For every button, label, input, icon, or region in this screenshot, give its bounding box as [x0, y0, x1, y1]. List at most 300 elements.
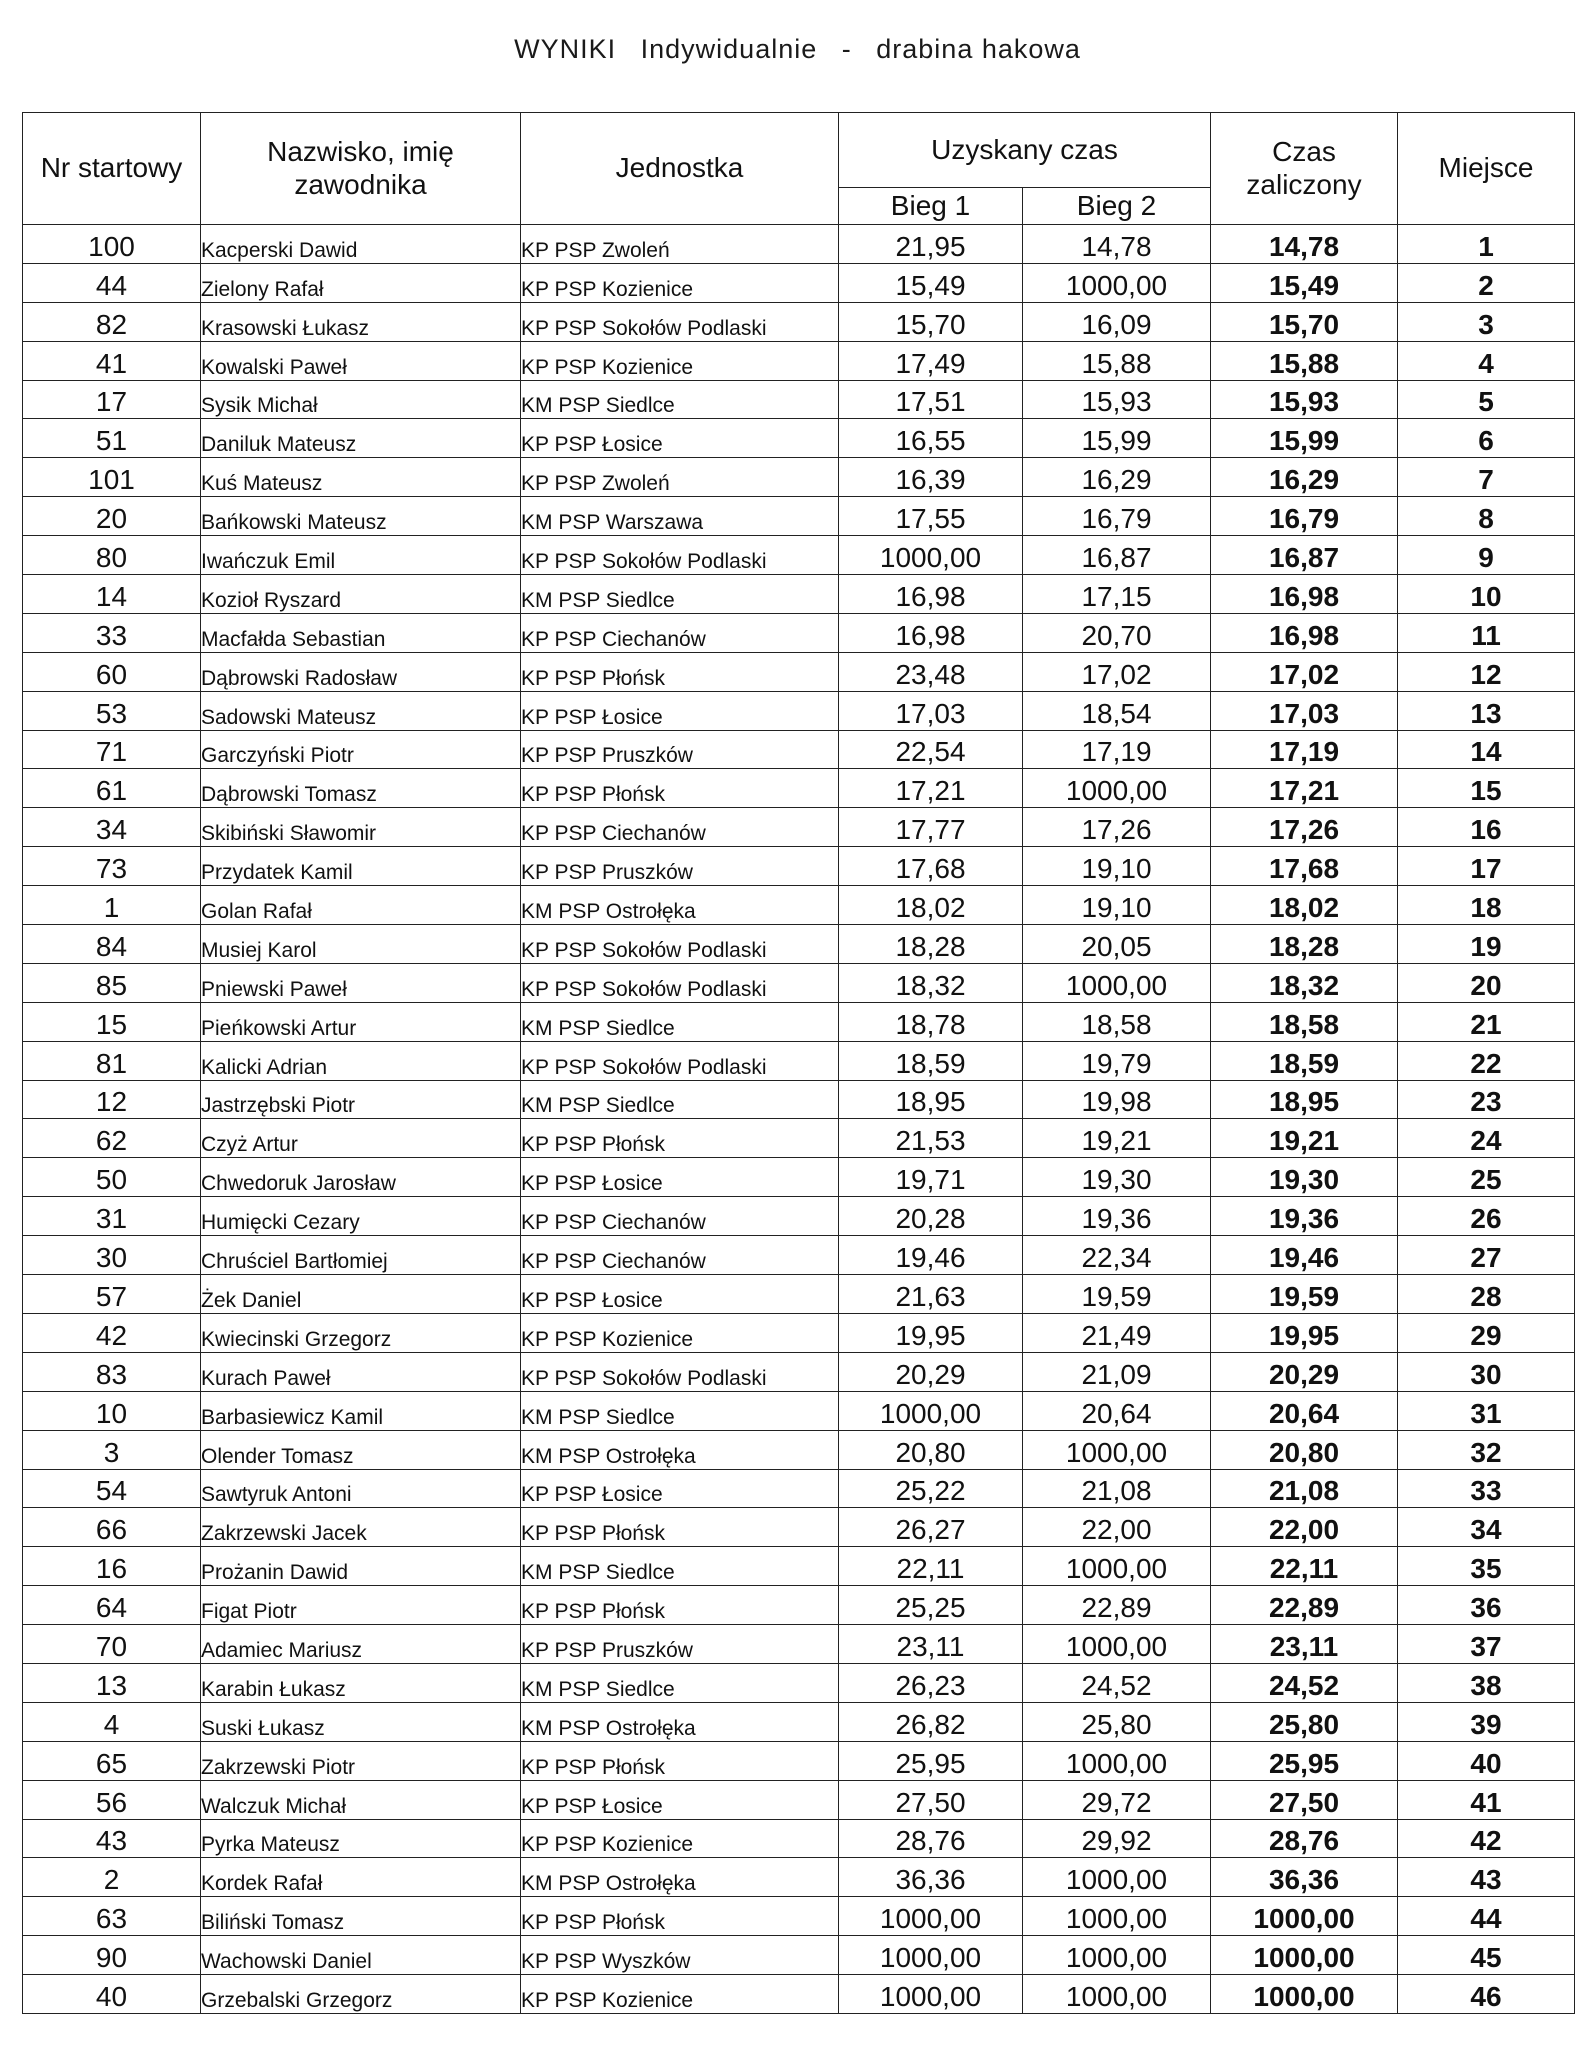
cell-run2: 20,05: [1023, 925, 1211, 964]
cell-counted-time: 21,08: [1211, 1469, 1398, 1508]
cell-counted-time: 17,02: [1211, 652, 1398, 691]
cell-run2: 1000,00: [1023, 1975, 1211, 2014]
cell-place: 14: [1398, 730, 1575, 769]
table-row: [23, 1080, 1575, 1119]
cell-place: 29: [1398, 1313, 1575, 1352]
cell-place: 28: [1398, 1275, 1575, 1314]
cell-unit: KP PSP Płońsk: [521, 1897, 839, 1936]
cell-place: 18: [1398, 886, 1575, 925]
cell-run1: 26,82: [839, 1702, 1023, 1741]
cell-place: 36: [1398, 1586, 1575, 1625]
cell-run1: 16,39: [839, 458, 1023, 497]
cell-start-number: 40: [23, 1975, 201, 2014]
cell-unit: KP PSP Sokołów Podlaski: [521, 963, 839, 1002]
cell-start-number: 34: [23, 808, 201, 847]
cell-counted-time: 16,79: [1211, 497, 1398, 536]
cell-unit: KP PSP Płońsk: [521, 652, 839, 691]
cell-name: Czyż Artur: [201, 1119, 521, 1158]
cell-run1: 17,68: [839, 847, 1023, 886]
cell-unit: KP PSP Łosice: [521, 691, 839, 730]
cell-start-number: 15: [23, 1002, 201, 1041]
cell-start-number: 63: [23, 1897, 201, 1936]
cell-run2: 19,10: [1023, 886, 1211, 925]
cell-place: 46: [1398, 1975, 1575, 2014]
cell-name: Walczuk Michał: [201, 1780, 521, 1819]
cell-counted-time: 17,26: [1211, 808, 1398, 847]
table-row: [23, 1625, 1575, 1664]
cell-unit: KM PSP Siedlce: [521, 1663, 839, 1702]
cell-unit: KP PSP Sokołów Podlaski: [521, 1041, 839, 1080]
cell-run2: 1000,00: [1023, 1936, 1211, 1975]
cell-run1: 1000,00: [839, 1975, 1023, 2014]
cell-counted-time: 27,50: [1211, 1780, 1398, 1819]
table-row: [23, 341, 1575, 380]
table-row: [23, 1663, 1575, 1702]
cell-run1: 18,95: [839, 1080, 1023, 1119]
cell-run1: 16,98: [839, 575, 1023, 614]
cell-unit: KM PSP Ostrołęka: [521, 1430, 839, 1469]
cell-run1: 1000,00: [839, 1391, 1023, 1430]
cell-start-number: 56: [23, 1780, 201, 1819]
cell-counted-time: 18,58: [1211, 1002, 1398, 1041]
cell-counted-time: 23,11: [1211, 1625, 1398, 1664]
cell-start-number: 64: [23, 1586, 201, 1625]
cell-name: Pniewski Paweł: [201, 963, 521, 1002]
cell-start-number: 12: [23, 1080, 201, 1119]
cell-name: Adamiec Mariusz: [201, 1625, 521, 1664]
cell-unit: KP PSP Sokołów Podlaski: [521, 925, 839, 964]
cell-start-number: 61: [23, 769, 201, 808]
cell-run2: 29,92: [1023, 1819, 1211, 1858]
cell-run1: 21,53: [839, 1119, 1023, 1158]
cell-run2: 29,72: [1023, 1780, 1211, 1819]
cell-run1: 26,23: [839, 1663, 1023, 1702]
cell-unit: KP PSP Płońsk: [521, 1508, 839, 1547]
cell-place: 45: [1398, 1936, 1575, 1975]
table-row: [23, 1780, 1575, 1819]
cell-run1: 20,28: [839, 1197, 1023, 1236]
title-part: Indywidualnie: [640, 34, 818, 64]
cell-run1: 19,95: [839, 1313, 1023, 1352]
cell-unit: KM PSP Siedlce: [521, 575, 839, 614]
cell-start-number: 50: [23, 1158, 201, 1197]
cell-start-number: 14: [23, 575, 201, 614]
cell-run2: 17,26: [1023, 808, 1211, 847]
cell-unit: KP PSP Zwoleń: [521, 458, 839, 497]
cell-start-number: 54: [23, 1469, 201, 1508]
cell-name: Prożanin Dawid: [201, 1547, 521, 1586]
table-row: [23, 1975, 1575, 2014]
table-row: [23, 225, 1575, 264]
cell-counted-time: 19,46: [1211, 1236, 1398, 1275]
table-row: [23, 1508, 1575, 1547]
cell-counted-time: 1000,00: [1211, 1975, 1398, 2014]
cell-name: Barbasiewicz Kamil: [201, 1391, 521, 1430]
cell-counted-time: 22,11: [1211, 1547, 1398, 1586]
table-row: [23, 1352, 1575, 1391]
cell-unit: KM PSP Warszawa: [521, 497, 839, 536]
header-start-number: Nr startowy: [23, 113, 201, 225]
cell-name: Bańkowski Mateusz: [201, 497, 521, 536]
results-table: [22, 112, 1575, 2014]
table-row: [23, 1702, 1575, 1741]
cell-start-number: 81: [23, 1041, 201, 1080]
cell-run2: 22,34: [1023, 1236, 1211, 1275]
cell-unit: KP PSP Wyszków: [521, 1936, 839, 1975]
cell-place: 25: [1398, 1158, 1575, 1197]
cell-place: 39: [1398, 1702, 1575, 1741]
cell-name: Krasowski Łukasz: [201, 302, 521, 341]
cell-name: Żek Daniel: [201, 1275, 521, 1314]
cell-run1: 28,76: [839, 1819, 1023, 1858]
cell-name: Musiej Karol: [201, 925, 521, 964]
cell-counted-time: 16,98: [1211, 613, 1398, 652]
cell-counted-time: 16,87: [1211, 536, 1398, 575]
table-row: [23, 1197, 1575, 1236]
cell-start-number: 2: [23, 1858, 201, 1897]
cell-name: Kurach Paweł: [201, 1352, 521, 1391]
table-row: [23, 769, 1575, 808]
cell-place: 21: [1398, 1002, 1575, 1041]
table-row: [23, 963, 1575, 1002]
cell-run1: 1000,00: [839, 1936, 1023, 1975]
cell-unit: KP PSP Płońsk: [521, 1586, 839, 1625]
cell-start-number: 1: [23, 886, 201, 925]
table-row: [23, 1469, 1575, 1508]
cell-name: Chruściel Bartłomiej: [201, 1236, 521, 1275]
cell-run1: 17,55: [839, 497, 1023, 536]
table-row: [23, 730, 1575, 769]
cell-name: Jastrzębski Piotr: [201, 1080, 521, 1119]
cell-place: 3: [1398, 302, 1575, 341]
cell-run2: 1000,00: [1023, 1625, 1211, 1664]
table-row: [23, 1119, 1575, 1158]
table-row: [23, 302, 1575, 341]
cell-run1: 18,32: [839, 963, 1023, 1002]
cell-unit: KP PSP Sokołów Podlaski: [521, 1352, 839, 1391]
cell-start-number: 65: [23, 1741, 201, 1780]
cell-name: Zielony Rafał: [201, 263, 521, 302]
cell-unit: KP PSP Kozienice: [521, 1819, 839, 1858]
cell-place: 40: [1398, 1741, 1575, 1780]
table-row: [23, 1547, 1575, 1586]
cell-place: 32: [1398, 1430, 1575, 1469]
cell-run1: 20,29: [839, 1352, 1023, 1391]
cell-run2: 17,15: [1023, 575, 1211, 614]
cell-place: 7: [1398, 458, 1575, 497]
cell-run1: 17,77: [839, 808, 1023, 847]
cell-run1: 25,25: [839, 1586, 1023, 1625]
cell-place: 33: [1398, 1469, 1575, 1508]
cell-run2: 19,21: [1023, 1119, 1211, 1158]
cell-unit: KP PSP Ciechanów: [521, 1197, 839, 1236]
cell-unit: KM PSP Siedlce: [521, 1080, 839, 1119]
cell-run2: 21,09: [1023, 1352, 1211, 1391]
cell-run1: 1000,00: [839, 1897, 1023, 1936]
cell-unit: KP PSP Ciechanów: [521, 808, 839, 847]
cell-start-number: 70: [23, 1625, 201, 1664]
cell-start-number: 84: [23, 925, 201, 964]
cell-name: Chwedoruk Jarosław: [201, 1158, 521, 1197]
cell-start-number: 101: [23, 458, 201, 497]
cell-counted-time: 17,21: [1211, 769, 1398, 808]
cell-counted-time: 36,36: [1211, 1858, 1398, 1897]
cell-run2: 19,98: [1023, 1080, 1211, 1119]
cell-name: Zakrzewski Jacek: [201, 1508, 521, 1547]
cell-start-number: 83: [23, 1352, 201, 1391]
cell-run1: 15,70: [839, 302, 1023, 341]
cell-name: Macfałda Sebastian: [201, 613, 521, 652]
cell-start-number: 30: [23, 1236, 201, 1275]
cell-name: Dąbrowski Radosław: [201, 652, 521, 691]
cell-name: Karabin Łukasz: [201, 1663, 521, 1702]
cell-unit: KM PSP Ostrołęka: [521, 1702, 839, 1741]
cell-run2: 1000,00: [1023, 1858, 1211, 1897]
table-row: [23, 652, 1575, 691]
cell-place: 31: [1398, 1391, 1575, 1430]
cell-name: Sysik Michał: [201, 380, 521, 419]
cell-run1: 18,02: [839, 886, 1023, 925]
cell-run2: 15,93: [1023, 380, 1211, 419]
cell-run2: 19,79: [1023, 1041, 1211, 1080]
cell-unit: KP PSP Kozienice: [521, 1313, 839, 1352]
cell-place: 27: [1398, 1236, 1575, 1275]
cell-counted-time: 19,59: [1211, 1275, 1398, 1314]
cell-run2: 19,30: [1023, 1158, 1211, 1197]
cell-run2: 16,09: [1023, 302, 1211, 341]
cell-run2: 22,89: [1023, 1586, 1211, 1625]
cell-unit: KP PSP Pruszków: [521, 847, 839, 886]
cell-unit: KP PSP Ciechanów: [521, 1236, 839, 1275]
cell-name: Wachowski Daniel: [201, 1936, 521, 1975]
header-run2: Bieg 2: [1023, 188, 1211, 225]
title-part: WYNIKI: [514, 34, 617, 64]
cell-start-number: 51: [23, 419, 201, 458]
cell-counted-time: 1000,00: [1211, 1936, 1398, 1975]
cell-name: Humięcki Cezary: [201, 1197, 521, 1236]
table-row: [23, 1936, 1575, 1975]
table-row: [23, 497, 1575, 536]
cell-run2: 1000,00: [1023, 263, 1211, 302]
cell-run2: 14,78: [1023, 225, 1211, 264]
cell-name: Kozioł Ryszard: [201, 575, 521, 614]
cell-unit: KM PSP Siedlce: [521, 1002, 839, 1041]
cell-unit: KP PSP Pruszków: [521, 1625, 839, 1664]
page-title: [0, 34, 1595, 65]
cell-unit: KM PSP Siedlce: [521, 380, 839, 419]
cell-counted-time: 18,32: [1211, 963, 1398, 1002]
cell-unit: KP PSP Kozienice: [521, 341, 839, 380]
cell-place: 15: [1398, 769, 1575, 808]
cell-run1: 20,80: [839, 1430, 1023, 1469]
table-row: [23, 263, 1575, 302]
cell-run1: 22,11: [839, 1547, 1023, 1586]
cell-place: 13: [1398, 691, 1575, 730]
cell-place: 41: [1398, 1780, 1575, 1819]
title-part: drabina hakowa: [876, 34, 1081, 64]
table-row: [23, 575, 1575, 614]
cell-run1: 27,50: [839, 1780, 1023, 1819]
cell-name: Sawtyruk Antoni: [201, 1469, 521, 1508]
cell-counted-time: 1000,00: [1211, 1897, 1398, 1936]
cell-place: 34: [1398, 1508, 1575, 1547]
cell-place: 20: [1398, 963, 1575, 1002]
cell-run2: 1000,00: [1023, 963, 1211, 1002]
cell-unit: KP PSP Płońsk: [521, 1119, 839, 1158]
cell-start-number: 20: [23, 497, 201, 536]
cell-counted-time: 16,29: [1211, 458, 1398, 497]
cell-run1: 1000,00: [839, 536, 1023, 575]
cell-start-number: 3: [23, 1430, 201, 1469]
table-row: [23, 1002, 1575, 1041]
cell-start-number: 73: [23, 847, 201, 886]
cell-start-number: 10: [23, 1391, 201, 1430]
cell-counted-time: 20,64: [1211, 1391, 1398, 1430]
cell-run1: 22,54: [839, 730, 1023, 769]
cell-place: 16: [1398, 808, 1575, 847]
cell-counted-time: 19,36: [1211, 1197, 1398, 1236]
cell-counted-time: 15,49: [1211, 263, 1398, 302]
table-row: [23, 1741, 1575, 1780]
cell-counted-time: 15,88: [1211, 341, 1398, 380]
cell-counted-time: 16,98: [1211, 575, 1398, 614]
cell-run2: 1000,00: [1023, 1430, 1211, 1469]
cell-start-number: 100: [23, 225, 201, 264]
table-row: [23, 1586, 1575, 1625]
cell-start-number: 31: [23, 1197, 201, 1236]
cell-start-number: 60: [23, 652, 201, 691]
cell-counted-time: 19,21: [1211, 1119, 1398, 1158]
cell-counted-time: 24,52: [1211, 1663, 1398, 1702]
cell-run1: 23,48: [839, 652, 1023, 691]
cell-run1: 15,49: [839, 263, 1023, 302]
table-row: [23, 1158, 1575, 1197]
cell-run2: 18,54: [1023, 691, 1211, 730]
cell-name: Kalicki Adrian: [201, 1041, 521, 1080]
cell-name: Kacperski Dawid: [201, 225, 521, 264]
cell-place: 17: [1398, 847, 1575, 886]
cell-start-number: 16: [23, 1547, 201, 1586]
cell-start-number: 71: [23, 730, 201, 769]
cell-run2: 1000,00: [1023, 1897, 1211, 1936]
cell-name: Dąbrowski Tomasz: [201, 769, 521, 808]
cell-unit: KP PSP Łosice: [521, 419, 839, 458]
cell-start-number: 44: [23, 263, 201, 302]
cell-name: Suski Łukasz: [201, 1702, 521, 1741]
cell-place: 24: [1398, 1119, 1575, 1158]
cell-unit: KP PSP Ciechanów: [521, 613, 839, 652]
cell-name: Olender Tomasz: [201, 1430, 521, 1469]
cell-unit: KP PSP Płońsk: [521, 769, 839, 808]
table-row: [23, 380, 1575, 419]
cell-start-number: 53: [23, 691, 201, 730]
header-run1: Bieg 1: [839, 188, 1023, 225]
table-row: [23, 1430, 1575, 1469]
cell-run1: 16,98: [839, 613, 1023, 652]
header-name: Nazwisko, imię zawodnika: [201, 113, 521, 225]
cell-start-number: 17: [23, 380, 201, 419]
cell-counted-time: 17,03: [1211, 691, 1398, 730]
cell-run1: 25,95: [839, 1741, 1023, 1780]
cell-counted-time: 15,70: [1211, 302, 1398, 341]
cell-counted-time: 19,95: [1211, 1313, 1398, 1352]
cell-unit: KP PSP Łosice: [521, 1780, 839, 1819]
cell-place: 8: [1398, 497, 1575, 536]
cell-unit: KP PSP Kozienice: [521, 263, 839, 302]
table-row: [23, 1819, 1575, 1858]
cell-start-number: 41: [23, 341, 201, 380]
cell-place: 6: [1398, 419, 1575, 458]
cell-name: Pieńkowski Artur: [201, 1002, 521, 1041]
cell-start-number: 57: [23, 1275, 201, 1314]
table-row: [23, 1897, 1575, 1936]
cell-unit: KP PSP Kozienice: [521, 1975, 839, 2014]
table-row: [23, 613, 1575, 652]
table-row: [23, 886, 1575, 925]
cell-place: 1: [1398, 225, 1575, 264]
cell-counted-time: 22,00: [1211, 1508, 1398, 1547]
table-row: [23, 1391, 1575, 1430]
cell-start-number: 4: [23, 1702, 201, 1741]
header-counted-time: Czas zaliczony: [1211, 113, 1398, 225]
table-row: [23, 1041, 1575, 1080]
cell-run2: 16,87: [1023, 536, 1211, 575]
cell-place: 4: [1398, 341, 1575, 380]
cell-place: 9: [1398, 536, 1575, 575]
cell-counted-time: 17,68: [1211, 847, 1398, 886]
cell-place: 30: [1398, 1352, 1575, 1391]
cell-run1: 17,49: [839, 341, 1023, 380]
cell-run2: 25,80: [1023, 1702, 1211, 1741]
cell-unit: KM PSP Ostrołęka: [521, 886, 839, 925]
cell-unit: KP PSP Zwoleń: [521, 225, 839, 264]
cell-place: 11: [1398, 613, 1575, 652]
cell-counted-time: 20,80: [1211, 1430, 1398, 1469]
cell-place: 42: [1398, 1819, 1575, 1858]
cell-place: 5: [1398, 380, 1575, 419]
cell-counted-time: 14,78: [1211, 225, 1398, 264]
cell-counted-time: 22,89: [1211, 1586, 1398, 1625]
cell-name: Skibiński Sławomir: [201, 808, 521, 847]
cell-name: Zakrzewski Piotr: [201, 1741, 521, 1780]
cell-start-number: 66: [23, 1508, 201, 1547]
cell-run2: 1000,00: [1023, 1547, 1211, 1586]
cell-counted-time: 25,95: [1211, 1741, 1398, 1780]
cell-run1: 25,22: [839, 1469, 1023, 1508]
cell-run2: 20,64: [1023, 1391, 1211, 1430]
cell-counted-time: 18,02: [1211, 886, 1398, 925]
cell-run2: 18,58: [1023, 1002, 1211, 1041]
cell-run1: 17,21: [839, 769, 1023, 808]
cell-run2: 1000,00: [1023, 769, 1211, 808]
cell-name: Garczyński Piotr: [201, 730, 521, 769]
cell-run1: 23,11: [839, 1625, 1023, 1664]
cell-counted-time: 20,29: [1211, 1352, 1398, 1391]
cell-place: 35: [1398, 1547, 1575, 1586]
table-row: [23, 691, 1575, 730]
cell-place: 23: [1398, 1080, 1575, 1119]
cell-run2: 19,36: [1023, 1197, 1211, 1236]
cell-start-number: 85: [23, 963, 201, 1002]
cell-run2: 20,70: [1023, 613, 1211, 652]
header-place: Miejsce: [1398, 113, 1575, 225]
cell-name: Sadowski Mateusz: [201, 691, 521, 730]
cell-run1: 21,95: [839, 225, 1023, 264]
cell-run1: 17,51: [839, 380, 1023, 419]
cell-run2: 22,00: [1023, 1508, 1211, 1547]
cell-name: Daniluk Mateusz: [201, 419, 521, 458]
cell-unit: KP PSP Łosice: [521, 1469, 839, 1508]
